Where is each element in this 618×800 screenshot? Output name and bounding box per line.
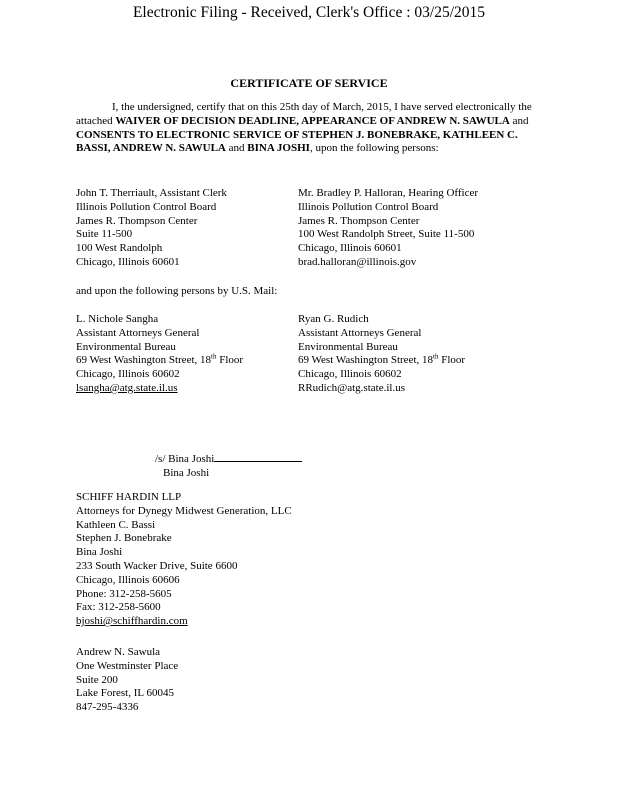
address-line: Illinois Pollution Control Board xyxy=(76,200,217,213)
email-line: brad.halloran@illinois.gov xyxy=(298,255,417,268)
address-line: 100 West Randolph Street, Suite 11-500 xyxy=(298,228,475,241)
street-text: 69 West Washington Street, 18 xyxy=(76,354,212,367)
address-line: John T. Therriault, Assistant Clerk xyxy=(76,187,227,199)
mail-recipient-sangha xyxy=(76,313,243,396)
recipient-email[interactable]: lsangha@atg.state.il.us xyxy=(76,381,178,394)
intro-paragraph xyxy=(76,101,546,156)
street-text: 69 West Washington Street, 18 xyxy=(298,354,434,367)
recipient-name: Ryan G. Rudich xyxy=(298,313,369,325)
address-line: James R. Thompson Center xyxy=(76,214,198,227)
firm-line: Bina Joshi xyxy=(76,546,123,559)
sawula-line: Andrew N. Sawula xyxy=(76,646,161,658)
firm-line: 233 South Wacker Drive, Suite 6600 xyxy=(76,559,238,572)
mail-intro: and upon the following persons by U.S. Mail: xyxy=(76,285,278,297)
address-line: Mr. Bradley P. Halloran, Hearing Officer xyxy=(298,187,479,199)
intro-lead: I, the undersigned, certify that on this 25th day of March, 2015, I have served electronically the attached xyxy=(76,101,532,127)
firm-line: Stephen J. Bonebrake xyxy=(76,532,172,545)
recipient-name: L. Nichole Sangha xyxy=(76,313,159,325)
sawula-line: Lake Forest, IL 60045 xyxy=(76,687,174,700)
recipient-street xyxy=(298,354,465,368)
recipient-street xyxy=(76,354,243,368)
address-line: 100 West Randolph xyxy=(76,242,163,255)
address-line: Illinois Pollution Control Board xyxy=(298,200,439,213)
intro-doc-2: CONSENTS TO ELECTRONIC SERVICE OF STEPHEN J. BONEBRAKE, KATHLEEN C. BASSI, ANDREW N. SAWULA xyxy=(76,128,518,155)
address-line: Chicago, Illinois 60601 xyxy=(76,255,180,268)
signature-block xyxy=(155,451,302,481)
firm-line: Chicago, Illinois 60606 xyxy=(76,573,180,586)
firm-phone: Phone: 312-258-5605 xyxy=(76,587,172,600)
signature-line: /s/ Bina Joshi xyxy=(155,453,215,465)
street-sup: th xyxy=(433,352,439,361)
recipient-title: Assistant Attorneys General xyxy=(298,326,422,339)
document-title: CERTIFICATE OF SERVICE xyxy=(230,76,388,90)
address-line: Suite 11-500 xyxy=(76,228,133,241)
filing-header: Electronic Filing - Received, Clerk's Office : 03/25/2015 xyxy=(132,4,486,21)
sawula-block xyxy=(76,646,178,715)
recipient-hearing-officer xyxy=(298,187,478,270)
recipient-email: RRudich@atg.state.il.us xyxy=(298,381,405,394)
recipient-clerk xyxy=(76,187,227,270)
recipient-bureau: Environmental Bureau xyxy=(76,340,176,353)
recipient-title: Assistant Attorneys General xyxy=(76,326,200,339)
firm-line: Attorneys for Dynegy Midwest Generation, LLC xyxy=(76,504,292,517)
firm-line: Kathleen C. Bassi xyxy=(76,518,156,531)
intro-and-2: and xyxy=(225,142,248,155)
recipient-city: Chicago, Illinois 60602 xyxy=(76,368,180,381)
address-line: Chicago, Illinois 60601 xyxy=(298,242,402,255)
firm-email[interactable]: bjoshi@schiffhardin.com xyxy=(76,615,188,628)
intro-tail: , upon the following persons: xyxy=(309,142,439,155)
signature-rule xyxy=(214,451,302,462)
sawula-phone: 847-295-4336 xyxy=(76,701,139,714)
intro-and-1: and xyxy=(509,114,529,127)
sawula-line: Suite 200 xyxy=(76,673,118,686)
firm-name: SCHIFF HARDIN LLP xyxy=(76,491,182,503)
recipient-city: Chicago, Illinois 60602 xyxy=(298,368,402,381)
mail-recipient-rudich xyxy=(298,313,465,396)
street-tail: Floor xyxy=(438,354,466,367)
intro-doc-1: WAIVER OF DECISION DEADLINE, APPEARANCE OF ANDREW N. SAWULA xyxy=(115,114,510,127)
recipient-bureau: Environmental Bureau xyxy=(298,340,398,353)
signature-name: Bina Joshi xyxy=(163,466,210,479)
sawula-line: One Westminster Place xyxy=(76,659,179,672)
street-tail: Floor xyxy=(216,354,244,367)
street-sup: th xyxy=(211,352,217,361)
intro-doc-3: BINA JOSHI xyxy=(247,142,310,155)
firm-fax: Fax: 312-258-5600 xyxy=(76,601,161,614)
firm-block xyxy=(76,491,292,629)
address-line: James R. Thompson Center xyxy=(298,214,420,227)
